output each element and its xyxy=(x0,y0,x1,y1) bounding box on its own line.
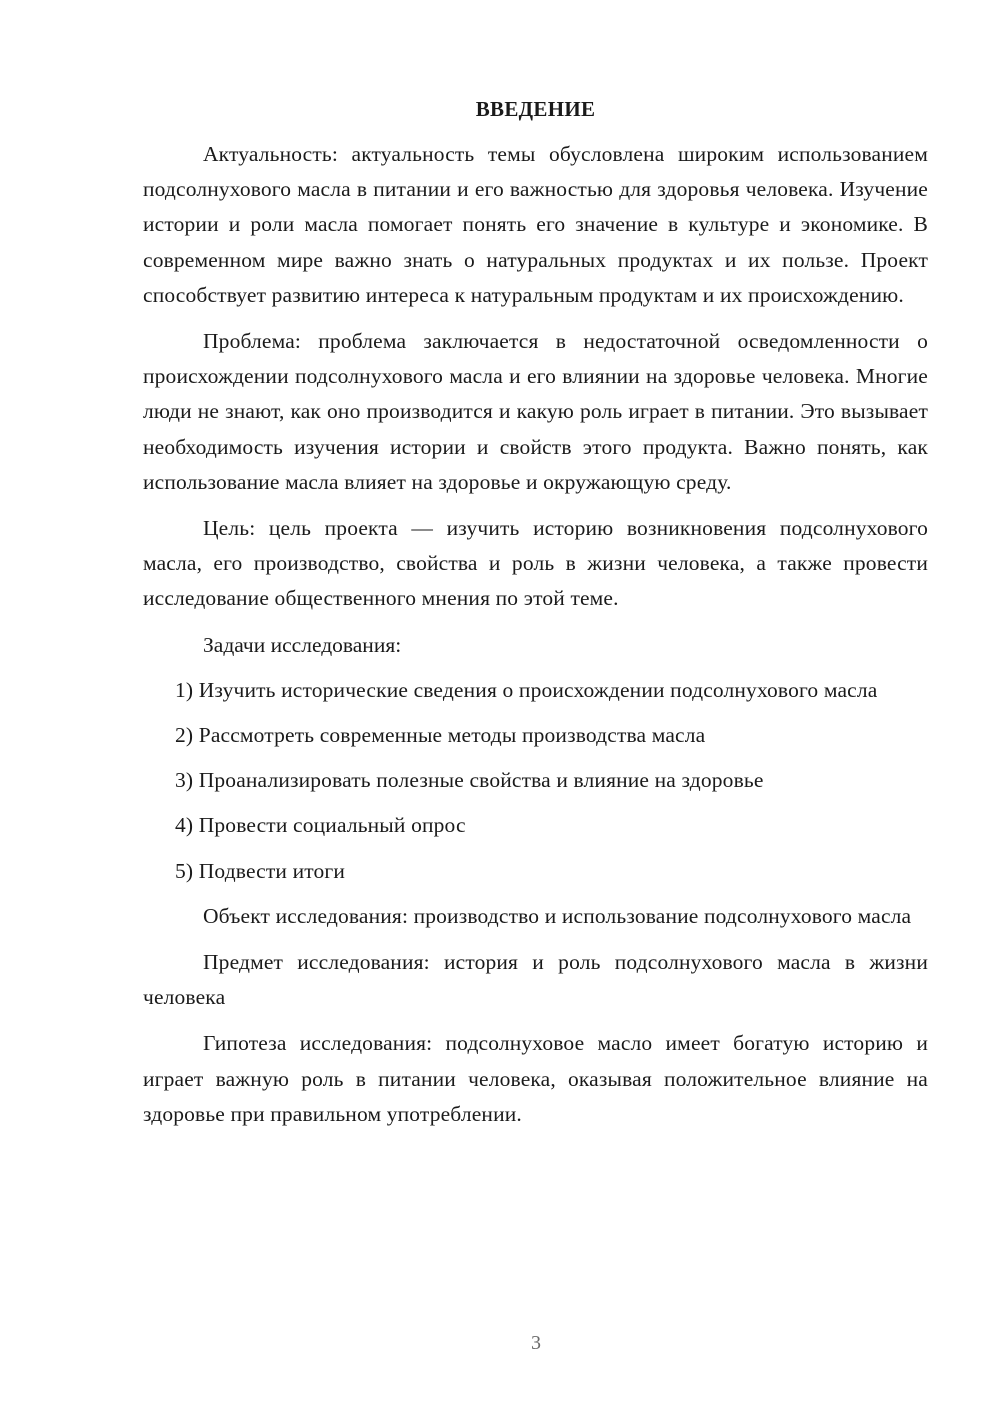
document-page xyxy=(143,92,928,1143)
hypothesis-paragraph: Гипотеза исследования: подсолнуховое масло имеет богатую историю и играет важную роль в питании человека, оказывая положительное влияние на здоровье при правильном употреблении. xyxy=(143,1031,928,1126)
page-title: ВВЕДЕНИЕ xyxy=(475,97,596,121)
tasks-title: Задачи исследования: xyxy=(203,632,402,657)
task-item: 3) Проанализировать полезные свойства и влияние на здоровье xyxy=(175,768,764,793)
task-item: 1) Изучить исторические сведения о происхождении подсолнухового масла xyxy=(175,677,878,702)
relevance-paragraph: Актуальность: актуальность темы обусловлена широким использованием подсолнухового масла в питании и его важностью для здоровья человека. Изучение истории и роли масла помогает понять его значение в культуре и экономике. В современном мире важно знать о натуральных продуктах и их пользе. Проект способствует развитию интереса к натуральным продуктам и их происхождению. xyxy=(143,142,928,307)
page-number: 3 xyxy=(531,1332,541,1354)
task-item: 4) Провести социальный опрос xyxy=(175,813,466,838)
problem-paragraph: Проблема: проблема заключается в недостаточной осведомленности о происхождении подсолнухового масла и его влиянии на здоровье человека. Многие люди не знают, как оно производится и какую роль играет в питании. Это вызывает необходимость изучения истории и свойств этого продукта. Важно понять, как использование масла влияет на здоровье и окружающую среду. xyxy=(143,329,928,494)
object-paragraph: Объект исследования: производство и использование подсолнухового масла xyxy=(203,903,912,928)
task-item: 2) Рассмотреть современные методы производства масла xyxy=(175,723,706,748)
subject-paragraph: Предмет исследования: история и роль подсолнухового масла в жизни человека xyxy=(143,950,928,1010)
goal-paragraph: Цель: цель проекта — изучить историю возникновения подсолнухового масла, его производство, свойства и роль в жизни человека, а также провести исследование общественного мнения по этой теме. xyxy=(143,516,928,611)
task-item: 5) Подвести итоги xyxy=(175,858,346,883)
